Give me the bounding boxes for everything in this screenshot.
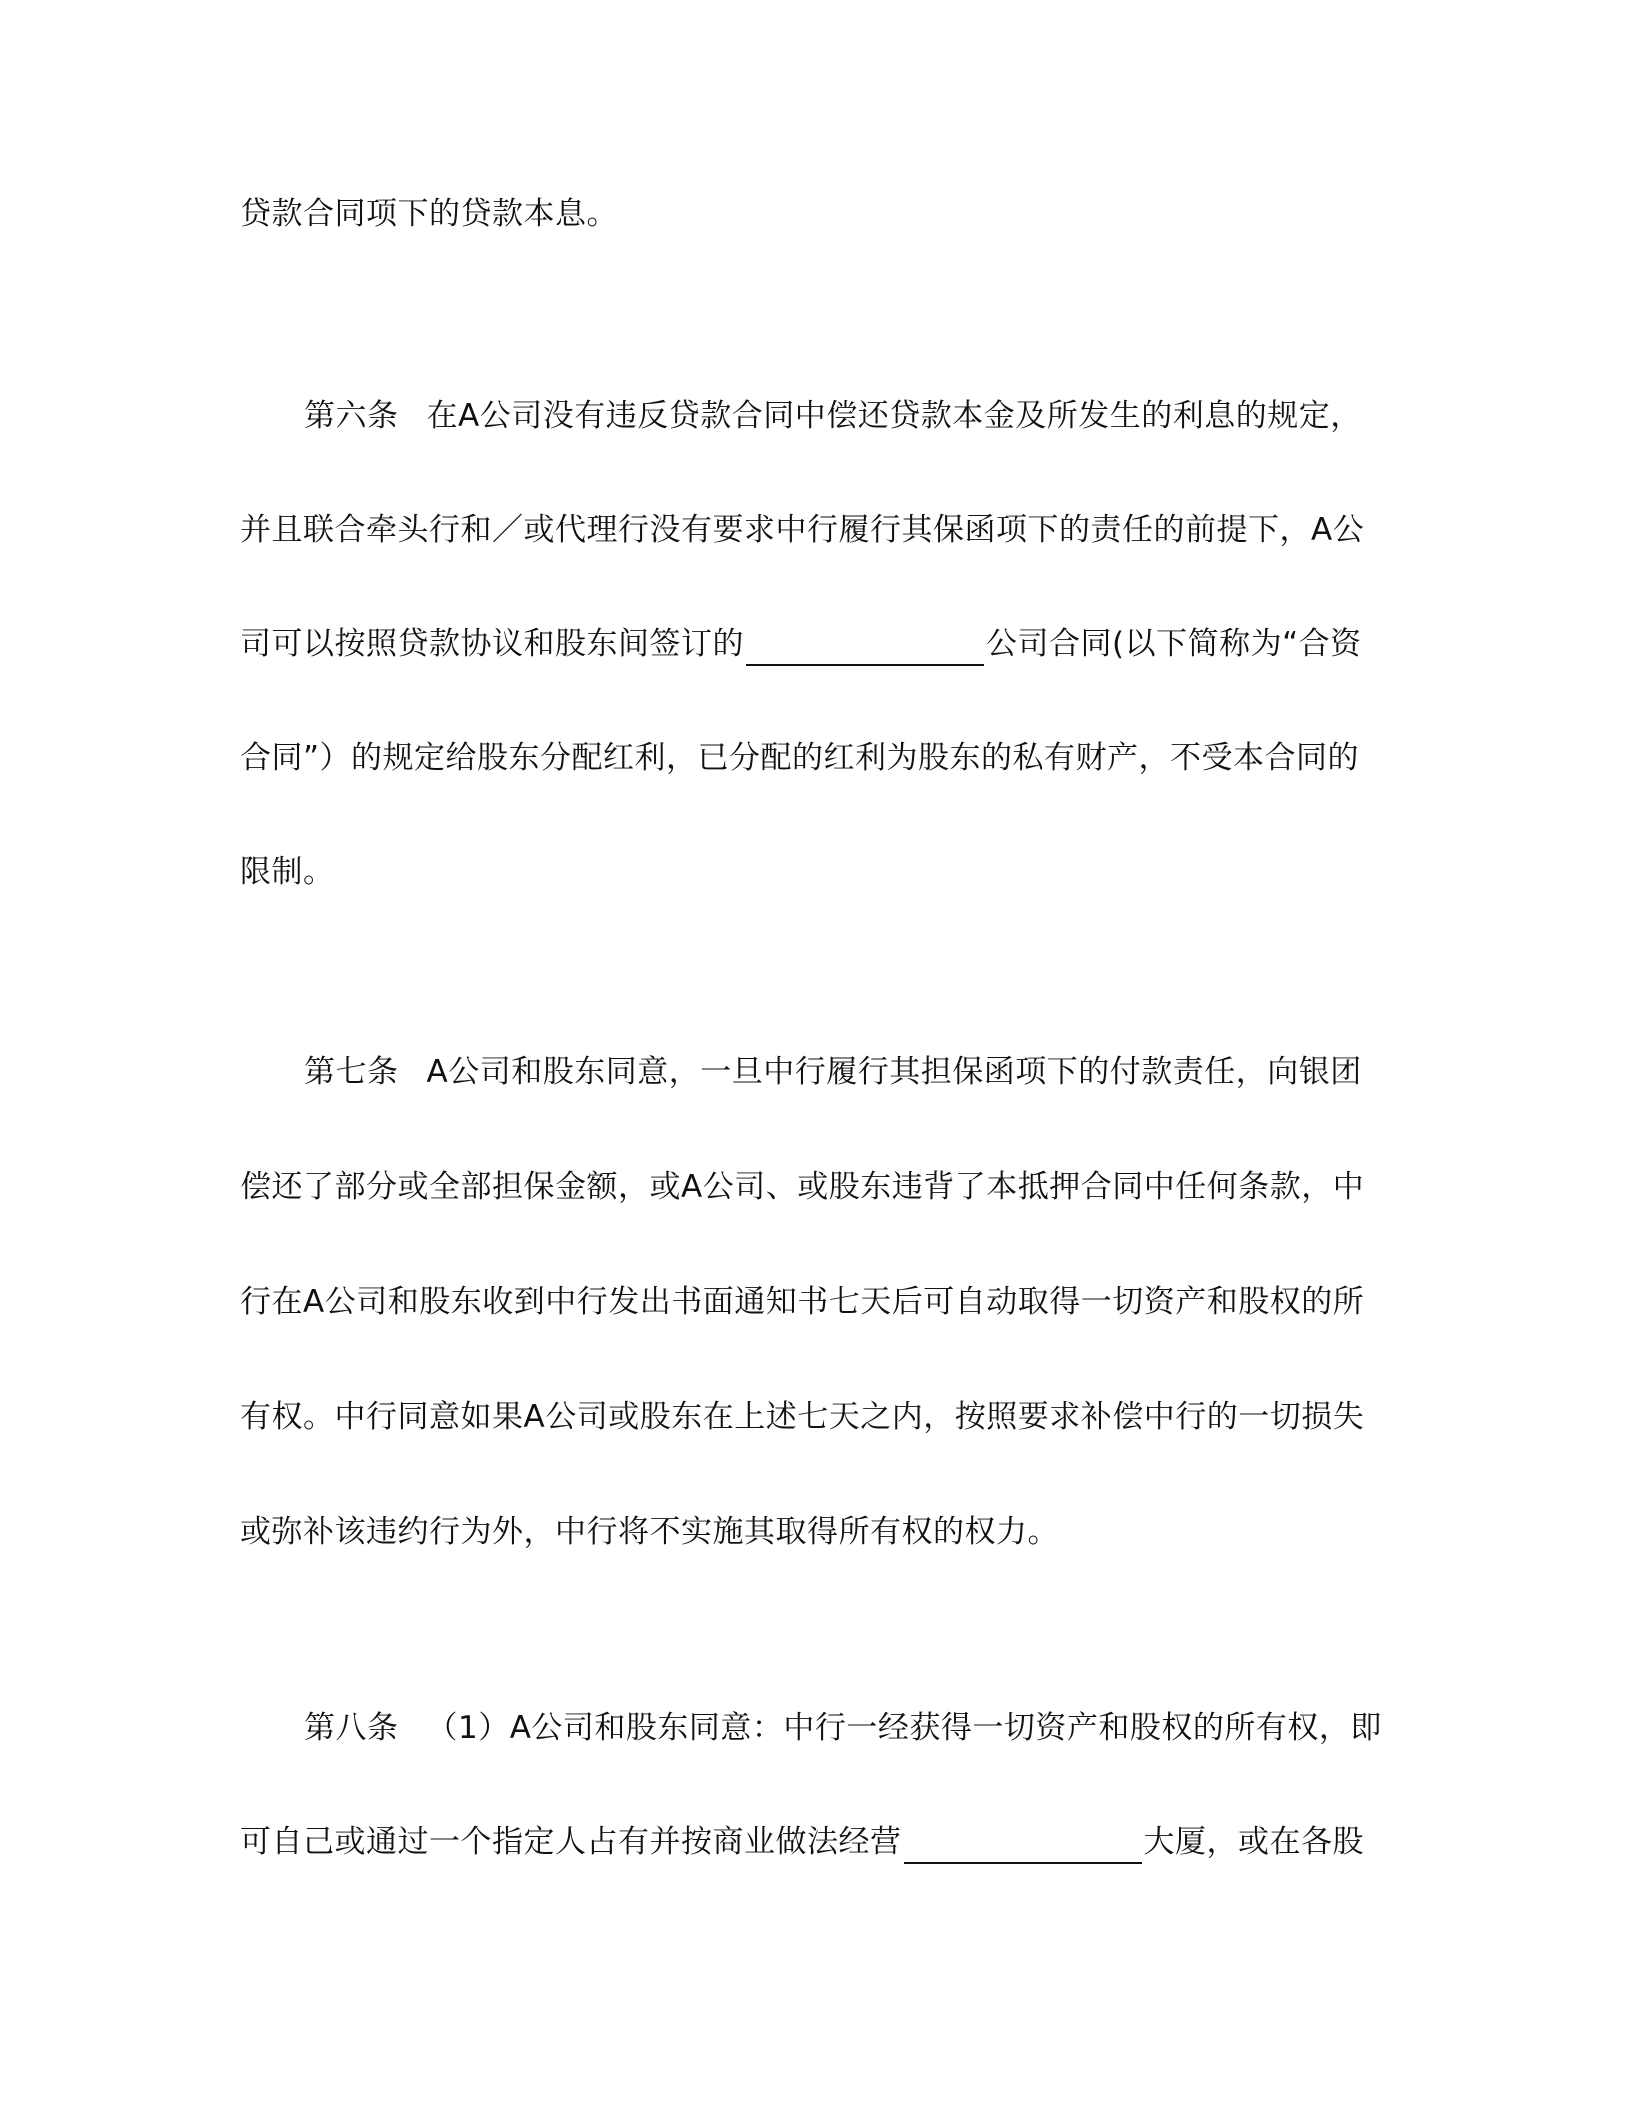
article-7-line-4: 有权。中行同意如果A公司或股东在上述七天之内，按照要求补偿中行的一切损失	[240, 1399, 1365, 1435]
article-7-line-3: 行在A公司和股东收到中行发出书面通知书七天后可自动取得一切资产和股权的所	[240, 1284, 1365, 1320]
article-7-label: 第七条	[304, 1054, 399, 1090]
article-6-line-4: 合同”）的规定给股东分配红利，已分配的红利为股东的私有财产，不受本合同的	[240, 740, 1360, 776]
article-7-line-1	[304, 1050, 1464, 1094]
paragraph-line: 贷款合同项下的贷款本息。	[240, 196, 618, 232]
article-8-line-2-b: 大厦，或在各股	[1143, 1824, 1364, 1860]
article-6-line-2: 并且联合牵头行和／或代理行没有要求中行履行其保函项下的责任的前提下，A公	[240, 512, 1365, 548]
article-6-text: 在A公司没有违反贷款合同中偿还贷款本金及所发生的利息的规定，	[426, 398, 1362, 434]
article-6-line-1	[304, 394, 1464, 438]
article-6-line-3-a: 司可以按照贷款协议和股东间签订的	[240, 626, 744, 662]
article-6-label: 第六条	[304, 398, 399, 434]
blank-field-company	[746, 634, 984, 666]
article-8-text: （1）A公司和股东同意：中行一经获得一切资产和股权的所有权，即	[426, 1710, 1382, 1746]
article-8-label: 第八条	[304, 1710, 399, 1746]
article-8-line-2	[240, 1820, 1400, 1864]
article-8-line-1	[304, 1706, 1464, 1750]
article-6-line-3-b: 公司合同(以下简称为“合资	[986, 626, 1362, 662]
blank-field-building	[904, 1832, 1142, 1864]
article-7-line-5: 或弥补该违约行为外，中行将不实施其取得所有权的权力。	[240, 1514, 1059, 1550]
article-6-line-3	[240, 622, 1400, 666]
article-7-line-2: 偿还了部分或全部担保金额，或A公司、或股东违背了本抵押合同中任何条款，中	[240, 1169, 1365, 1205]
article-6-line-5: 限制。	[240, 854, 335, 890]
article-8-line-2-a: 可自己或通过一个指定人占有并按商业做法经营	[240, 1824, 902, 1860]
article-7-text: A公司和股东同意，一旦中行履行其担保函项下的付款责任，向银团	[426, 1054, 1362, 1090]
